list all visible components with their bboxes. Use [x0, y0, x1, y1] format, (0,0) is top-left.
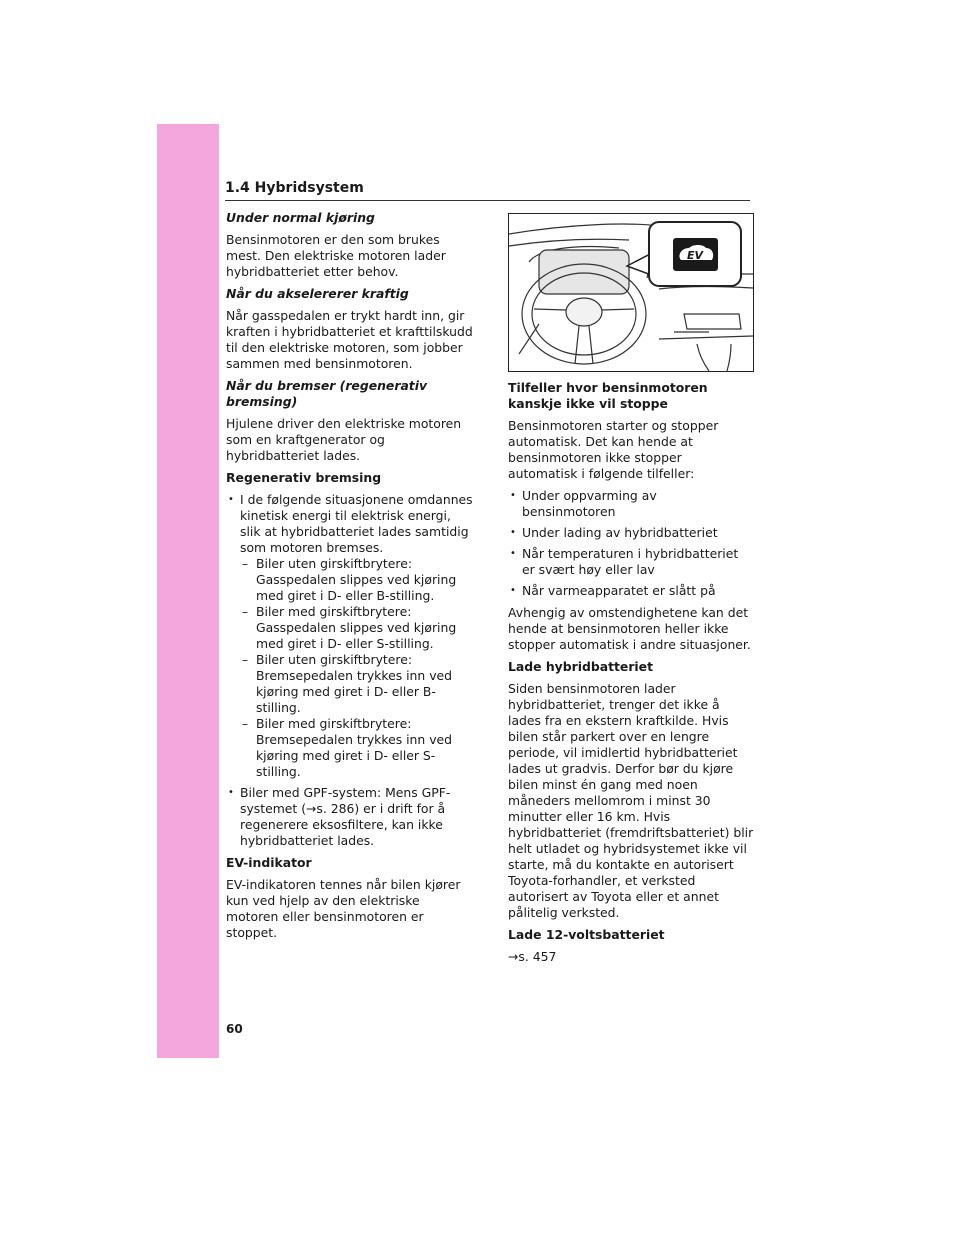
- right-column: [508, 380, 754, 971]
- list-item: • Under lading av hybridbatteriet: [508, 525, 754, 541]
- section-header: [225, 178, 750, 201]
- list-item: – Biler uten girskiftbrytere: Gasspedalen slippes ved kjøring med giret i D- eller B-stilling.: [240, 556, 474, 604]
- list-item: – Biler med girskiftbrytere: Gasspedalen slippes ved kjøring med giret i D- eller S-stilling.: [240, 604, 474, 652]
- page-reference-link[interactable]: →s. 457: [508, 949, 557, 964]
- dash-list: [240, 556, 474, 780]
- regen-bullet-list: [226, 492, 474, 849]
- left-column: [226, 210, 474, 947]
- paragraph-charge-hybrid-battery: Siden bensinmotoren lader hybridbatteriet, trenger det ikke å lades fra en ekstern kraftkilde. Hvis bilen står parkert over en lengre periode, vil imidlertid hybridbatteriet lades ut gradvis. Derfor bør du kjøre bilen minst én gang med noen måneders mellomrom i minst 30 minutter eller 16 km. Hvis hybridbatteriet (fremdriftsbatteriet) blir helt utladet og hybridsystemet ikke vil starte, må du kontakte en autorisert Toyota-forhandler, et verksted autorisert av Toyota eller et annet pålitelig verksted.: [508, 681, 754, 920]
- paragraph-braking: Hjulene driver den elektriske motoren som en kraftgenerator og hybridbatteriet lades.: [226, 416, 462, 463]
- paragraph-auto-start-stop: Bensinmotoren starter og stopper automatisk. Det kan hende at bensinmotoren ikke stopper automatisk i følgende tilfeller:: [508, 418, 719, 481]
- page-number: 60: [226, 1022, 243, 1036]
- heading-ev-indicator: EV-indikator: [226, 855, 312, 870]
- ev-label: EV: [686, 249, 704, 262]
- paragraph-normal-driving: Bensinmotoren er den som brukes mest. Den elektriske motoren lader hybridbatteriet etter behov.: [226, 232, 446, 279]
- section-side-tab: [157, 124, 219, 1058]
- heading-hard-acceleration: Når du akselererer kraftig: [226, 286, 409, 301]
- list-item: • Under oppvarming av bensinmotoren: [508, 488, 754, 520]
- list-item: • Når varmeapparatet er slått på: [508, 583, 754, 599]
- paragraph-ev-indicator: EV-indikatoren tennes når bilen kjører kun ved hjelp av den elektriske motoren eller bensinmotoren er stoppet.: [226, 877, 461, 940]
- heading-normal-driving: Under normal kjøring: [226, 210, 375, 225]
- heading-charge-12v-battery: Lade 12-voltsbatteriet: [508, 927, 665, 942]
- heading-regenerative-braking: Regenerativ bremsing: [226, 470, 382, 485]
- section-title: 1.4 Hybridsystem: [225, 180, 364, 196]
- bullet-text: I de følgende situasjonene omdannes kinetisk energi til elektrisk energi, slik at hybridbatteriet lades samtidig som motoren bremses.: [240, 492, 473, 555]
- list-item: – Biler med girskiftbrytere: Bremsepedalen trykkes inn ved kjøring med giret i D- eller S-stilling.: [240, 716, 474, 780]
- dashboard-drawing: [509, 214, 753, 371]
- dashboard-illustration: [508, 213, 754, 372]
- list-item: – Biler uten girskiftbrytere: Bremsepedalen trykkes inn ved kjøring med giret i D- eller B-stilling.: [240, 652, 474, 716]
- engine-stop-bullet-list: [508, 488, 754, 599]
- paragraph-other-situations: Avhengig av omstendighetene kan det hende at bensinmotoren heller ikke stopper automatisk i andre situasjoner.: [508, 605, 751, 652]
- list-item: • Biler med GPF-system: Mens GPF-systemet (→s. 286) er i drift for å regenerere eksosfiltere, kan ikke hybridbatteriet lades.: [226, 785, 474, 849]
- paragraph-hard-acceleration: Når gasspedalen er trykt hardt inn, gir kraften i hybridbatteriet et krafttilskudd til den elektriske motoren, som jobber sammen med bensinmotoren.: [226, 308, 473, 371]
- list-item: • Når temperaturen i hybridbatteriet er svært høy eller lav: [508, 546, 754, 578]
- heading-engine-may-not-stop: Tilfeller hvor bensinmotoren kanskje ikke vil stoppe: [508, 380, 708, 411]
- heading-charge-hybrid-battery: Lade hybridbatteriet: [508, 659, 654, 674]
- list-item: [226, 492, 474, 780]
- heading-braking: Når du bremser (regenerativ bremsing): [226, 378, 428, 409]
